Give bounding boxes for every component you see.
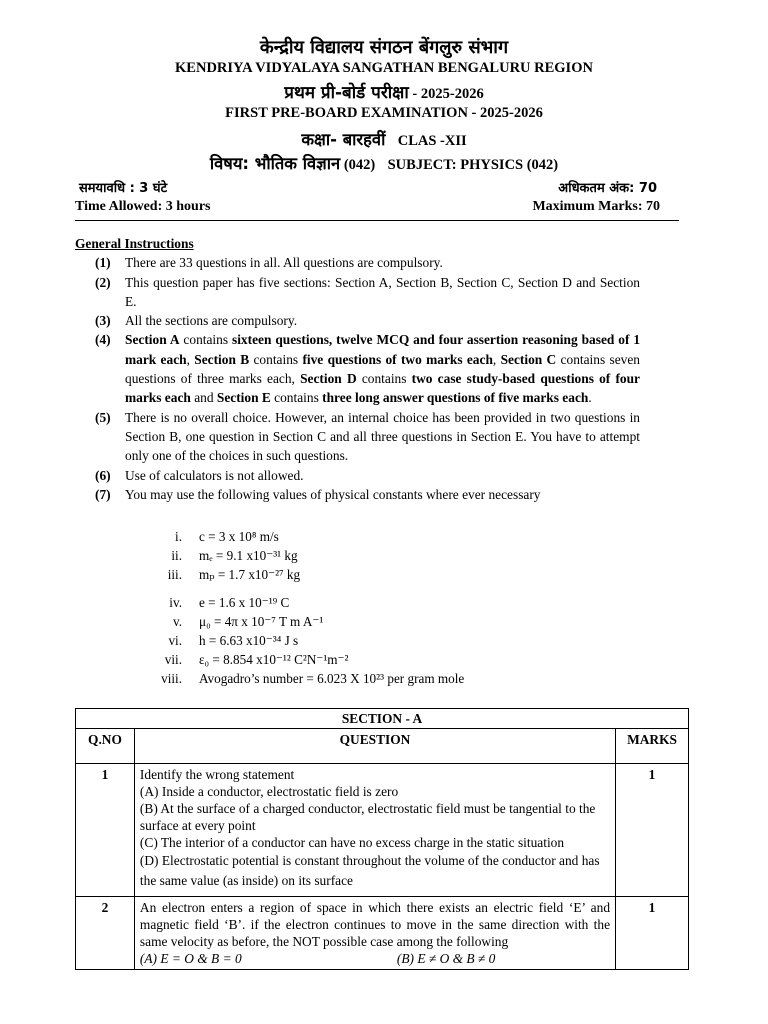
instruction-number: (4) bbox=[95, 332, 111, 348]
exam-title-hindi-text: प्रथम प्री-बोर्ड परीक्षा bbox=[284, 83, 409, 103]
constant-number: ii. bbox=[171, 547, 182, 563]
q2-text: An electron enters a region of space in which there exists an electric field ‘E’ and magnetic field ‘B’. if the electron continues to move in the same direction with the same velocity as before, the NOT possible case among the following bbox=[139, 900, 611, 949]
instruction-item bbox=[75, 330, 640, 407]
org-name-english: KENDRIYA VIDYALAYA SANGATHAN BENGALURU REGION bbox=[175, 60, 593, 76]
instruction-number: (5) bbox=[95, 409, 111, 425]
q2-option-a: (A) E = O & B = 0 bbox=[139, 951, 242, 966]
header-divider bbox=[75, 220, 679, 221]
constant-number: vii. bbox=[164, 651, 182, 667]
section-title: SECTION - A bbox=[76, 709, 689, 729]
col-qno-header: Q.NO bbox=[76, 729, 135, 764]
constant-item bbox=[150, 527, 464, 546]
constant-value: mₑ = 9.1 x10⁻³¹ kg bbox=[199, 547, 298, 563]
time-allowed-english: Time Allowed: 3 hours bbox=[75, 199, 211, 214]
constant-value: Avogadro’s number = 6.023 X 10²³ per gram mole bbox=[199, 670, 465, 686]
q2-number: 2 bbox=[76, 897, 135, 970]
q1-line: Identify the wrong statement bbox=[139, 767, 295, 782]
instruction-text: There is no overall choice. However, an internal choice has been provided in two questions in Section B, one question in Section C and all three questions in Section E. You have to attempt only one of the choices in such questions. bbox=[125, 409, 640, 464]
instruction-text-part: Section D bbox=[300, 371, 357, 387]
instruction-text-part: , bbox=[492, 351, 501, 367]
instruction-item bbox=[75, 273, 640, 312]
instruction-text: You may use the following values of physical constants where ever necessary bbox=[125, 486, 541, 502]
constant-item bbox=[150, 546, 464, 565]
instruction-text-part: and bbox=[190, 390, 217, 406]
constant-value: e = 1.6 x 10⁻¹⁹ C bbox=[199, 594, 290, 610]
q1-line: (D) Electrostatic potential is constant throughout the volume of the conductor and has the same value (as inside) on its surface bbox=[139, 853, 600, 888]
instruction-item bbox=[75, 311, 640, 330]
constant-item bbox=[150, 669, 464, 688]
subject-line bbox=[0, 151, 768, 174]
col-question-header: QUESTION bbox=[134, 729, 615, 764]
table-header-row bbox=[76, 729, 689, 764]
instructions-list bbox=[75, 253, 640, 504]
instruction-item bbox=[75, 485, 640, 504]
instruction-text-part: Section B bbox=[194, 351, 250, 367]
constant-value: ε₀ = 8.854 x10⁻¹² C²N⁻¹m⁻² bbox=[199, 651, 349, 667]
instruction-text-part: contains bbox=[356, 371, 412, 387]
class-english: CLAS -XII bbox=[397, 133, 467, 149]
q1-line: (A) Inside a conductor, electrostatic field is zero bbox=[139, 784, 399, 799]
constant-number: vi. bbox=[168, 632, 182, 648]
instruction-text-part: contains bbox=[249, 351, 303, 367]
instruction-text-part: . bbox=[588, 390, 592, 406]
instruction-text-part: , bbox=[186, 351, 195, 367]
subject-code: (042) bbox=[340, 157, 376, 173]
general-instructions bbox=[75, 234, 640, 504]
instruction-text: Use of calculators is not allowed. bbox=[125, 467, 304, 483]
constant-value: μ₀ = 4π x 10⁻⁷ T m A⁻¹ bbox=[199, 613, 324, 629]
max-marks-english: Maximum Marks: 70 bbox=[532, 199, 660, 214]
q2-question bbox=[134, 897, 615, 970]
instruction-number: (7) bbox=[95, 486, 111, 502]
instruction-text-part: Section A bbox=[125, 332, 180, 348]
constant-item bbox=[150, 650, 464, 669]
subject-english: SUBJECT: PHYSICS (042) bbox=[387, 157, 559, 173]
instruction-text: There are 33 questions in all. All questions are compulsory. bbox=[125, 255, 443, 271]
constant-number: iv. bbox=[169, 594, 182, 610]
constant-item bbox=[150, 565, 464, 584]
exam-title-hindi bbox=[0, 80, 768, 103]
physical-constants-list bbox=[150, 527, 464, 688]
constant-item bbox=[150, 612, 464, 631]
instructions-heading: General Instructions bbox=[75, 236, 194, 251]
q1-marks: 1 bbox=[616, 764, 689, 897]
q1-line: (C) The interior of a conductor can have no excess charge in the static situation bbox=[139, 835, 565, 850]
constant-value: mₚ = 1.7 x10⁻²⁷ kg bbox=[199, 566, 301, 582]
q1-question bbox=[134, 764, 615, 897]
q2-options bbox=[140, 950, 610, 967]
exam-title-english: FIRST PRE-BOARD EXAMINATION - 2025-2026 bbox=[225, 105, 543, 121]
instruction-text: All the sections are compulsory. bbox=[125, 313, 298, 329]
q1-number: 1 bbox=[76, 764, 135, 897]
instruction-item bbox=[75, 253, 640, 272]
constant-value: c = 3 x 10⁸ m/s bbox=[199, 528, 279, 544]
constant-number: v. bbox=[172, 613, 182, 629]
instruction-item bbox=[75, 466, 640, 485]
instruction-text-part: contains bbox=[270, 390, 323, 406]
constant-item bbox=[150, 593, 464, 612]
q2-option-b: (B) E ≠ O & B ≠ 0 bbox=[396, 951, 496, 966]
instruction-item bbox=[75, 408, 640, 466]
instruction-text bbox=[125, 330, 640, 407]
table-row bbox=[76, 764, 689, 897]
q1-line: (B) At the surface of a charged conductor, electrostatic field must be tangential to the surface at every point bbox=[139, 801, 596, 833]
constant-number: iii. bbox=[167, 566, 182, 582]
instruction-text-part: Section E bbox=[216, 390, 271, 406]
org-name-hindi: केन्द्रीय विद्यालय संगठन बेंगलुरु संभाग bbox=[259, 37, 509, 58]
section-a-table bbox=[75, 708, 689, 970]
subject-hindi: विषय: भौतिक विज्ञान bbox=[209, 154, 341, 173]
instruction-number: (2) bbox=[95, 274, 111, 290]
instruction-text-part: five questions of two marks each bbox=[302, 351, 493, 367]
instruction-text-part: contains seven questions of three marks each, bbox=[125, 351, 640, 387]
max-marks-hindi: अधिकतम अंक: 70 bbox=[558, 181, 657, 196]
instruction-text: This question paper has five sections: Section A, Section B, Section C, Section D and Section E. bbox=[125, 274, 640, 309]
time-allowed-hindi: समयावधि : 3 घंटे bbox=[79, 181, 168, 196]
class-hindi: कक्षा- बारहवीं bbox=[301, 130, 386, 149]
instruction-text-part: contains bbox=[179, 332, 232, 348]
col-marks-header: MARKS bbox=[616, 729, 689, 764]
instruction-number: (6) bbox=[95, 467, 111, 483]
instruction-text-part: two case study-based questions of four marks each bbox=[125, 371, 641, 406]
instruction-text-part: sixteen questions, twelve MCQ and four assertion reasoning based of 1 mark each bbox=[125, 332, 641, 367]
constant-item bbox=[150, 631, 464, 650]
section-title-row bbox=[76, 709, 689, 729]
constant-value: h = 6.63 x10⁻³⁴ J s bbox=[199, 632, 299, 648]
instruction-number: (3) bbox=[95, 313, 111, 329]
exam-title-hindi-year: - 2025-2026 bbox=[408, 86, 484, 102]
instruction-text-part: Section C bbox=[500, 351, 557, 367]
constant-number: i. bbox=[175, 528, 182, 544]
instruction-number: (1) bbox=[95, 255, 111, 271]
q2-marks: 1 bbox=[616, 897, 689, 970]
table-row bbox=[76, 897, 689, 970]
constant-number: viii. bbox=[161, 670, 182, 686]
class-line bbox=[0, 127, 768, 150]
instruction-text-part: three long answer questions of five marks each bbox=[322, 390, 589, 406]
